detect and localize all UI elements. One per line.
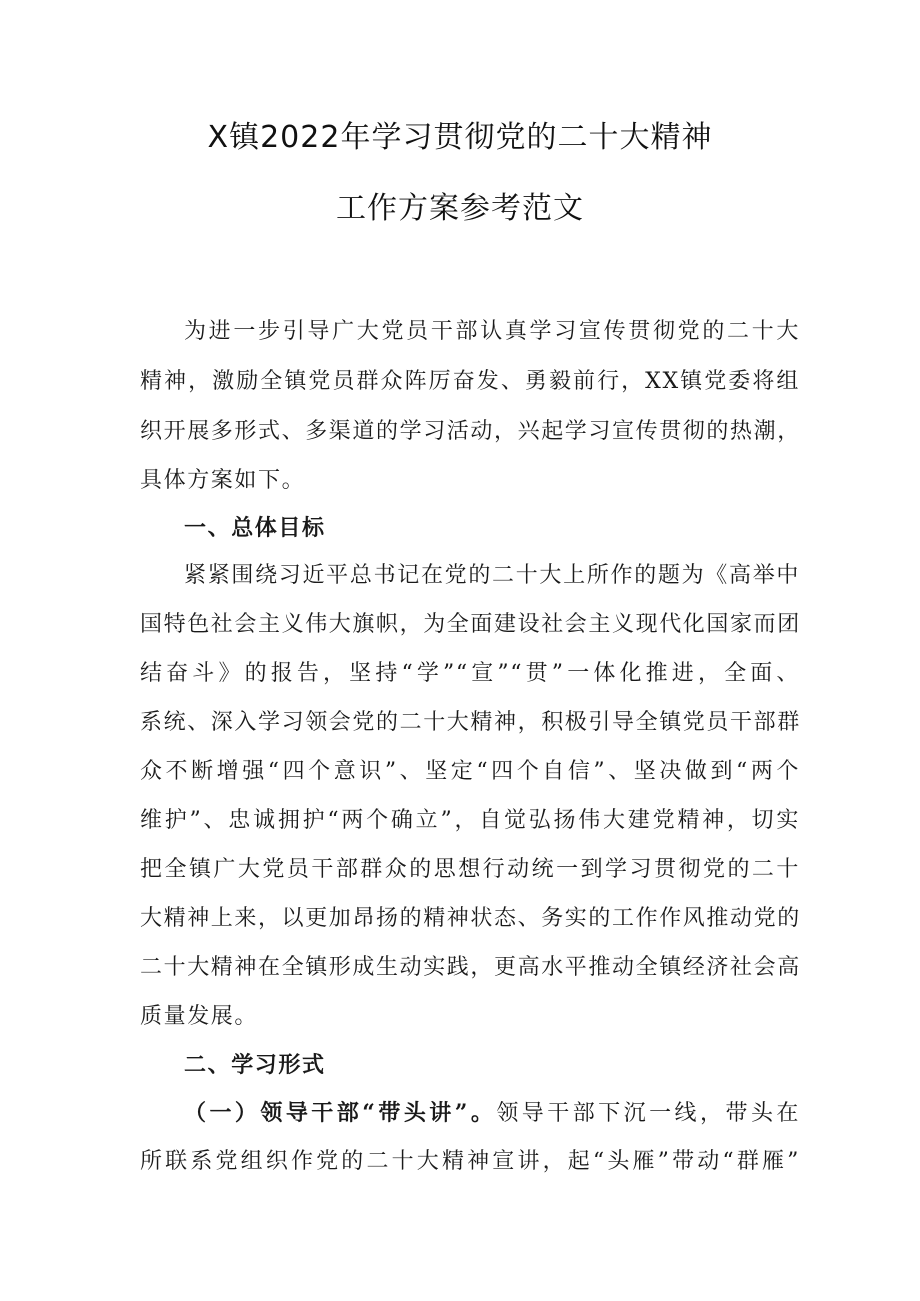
section1-line-9: 二十大精神在全镇形成生动实践，更高水平推动全镇经济社会高 <box>140 955 801 980</box>
intro-line-3: 织开展多形式、多渠道的学习活动，兴起学习宣传贯彻的热潮， <box>140 419 801 444</box>
section2-item1-text: 领导干部下沉一线，带头在 <box>496 1101 801 1126</box>
section1-line-3: 结奋斗》的报告，坚持“学”“宣”“贯”一体化推进，全面、 <box>140 661 800 686</box>
section1-line-10: 质量发展。 <box>140 1004 259 1029</box>
document-title-line-2: 工作方案参考范文 <box>336 191 584 226</box>
section1-line-7: 把全镇广大党员干部群众的思想行动统一到学习贯彻党的二十 <box>140 857 800 882</box>
section1-line-1: 紧紧围绕习近平总书记在党的二十大上所作的题为《高举中 <box>184 563 800 588</box>
intro-line-1: 为进一步引导广大党员干部认真学习宣传贯彻党的二十大 <box>184 319 800 344</box>
section1-line-8: 大精神上来，以更加昂扬的精神状态、务实的工作作风推动党的 <box>140 906 801 931</box>
intro-line-4: 具体方案如下。 <box>140 468 306 493</box>
section1-line-6: 维护”、忠诚拥护“两个确立”，自觉弘扬伟大建党精神，切实 <box>140 808 800 833</box>
section2-item1-line-2: 所联系党组织作党的二十大精神宣讲，起“头雁”带动“群雁” <box>140 1149 800 1174</box>
section1-line-2: 国特色社会主义伟大旗帜，为全面建设社会主义现代化国家而团 <box>140 612 801 637</box>
section2-item1-line-1 <box>184 1098 800 1129</box>
intro-line-2: 精神，激励全镇党员群众阵厉奋发、勇毅前行，XX镇党委将组 <box>140 369 800 394</box>
section2-item1-title: （一）领导干部“带头讲”。 <box>184 1100 497 1126</box>
document-title-line-1: X镇2022年学习贯彻党的二十大精神 <box>207 120 713 155</box>
section1-line-4: 系统、深入学习领会党的二十大精神，积极引导全镇党员干部群 <box>140 710 801 735</box>
section1-line-5: 众不断增强“四个意识”、坚定“四个自信”、坚决做到“两个 <box>140 759 800 784</box>
section-heading-study-forms: 二、学习形式 <box>184 1052 326 1078</box>
section-heading-goals: 一、总体目标 <box>184 515 326 541</box>
